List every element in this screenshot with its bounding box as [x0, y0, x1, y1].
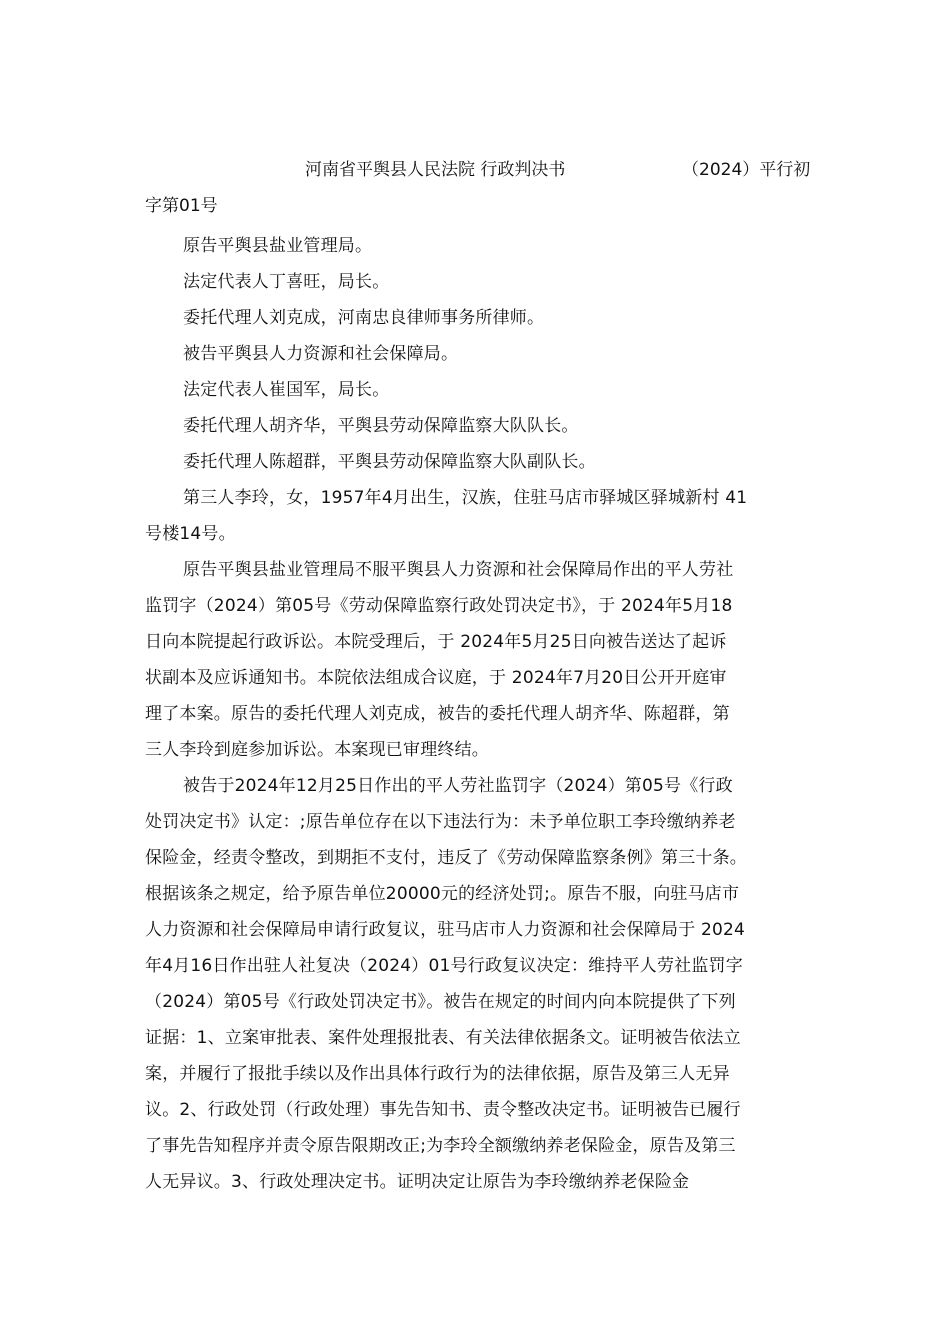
case-number: （2024）平行初	[682, 160, 811, 180]
paragraph-line: 理了本案。原告的委托代理人刘克成，被告的委托代理人胡齐华、陈超群，第	[145, 704, 730, 724]
paragraph-line: 证据：1、立案审批表、案件处理报批表、有关法律依据条文。证明被告依法立	[145, 1028, 741, 1048]
party-line: 原告平舆县盐业管理局。	[183, 236, 373, 256]
paragraph-line: 第三人李玲，女，1957年4月出生，汉族，住驻马店市驿城区驿城新村 41	[183, 488, 748, 508]
paragraph-line: 原告平舆县盐业管理局不服平舆县人力资源和社会保障局作出的平人劳社	[183, 560, 734, 580]
party-line: 委托代理人胡齐华，平舆县劳动保障监察大队队长。	[183, 416, 579, 436]
paragraph-line: 号楼14号。	[145, 524, 236, 544]
paragraph-line: 三人李玲到庭参加诉讼。本案现已审理终结。	[145, 740, 489, 760]
defendant-evidence-paragraph	[145, 768, 815, 1200]
paragraph-line: （2024）第05号《行政处罚决定书》。被告在规定的时间内向本院提供了下列	[145, 992, 736, 1012]
title-line	[145, 150, 815, 190]
paragraph-line: 人无异议。3、行政处理决定书。证明决定让原告为李玲缴纳养老保险金	[145, 1172, 690, 1192]
document-content	[145, 150, 815, 1200]
paragraph-line: 处罚决定书》认定：;原告单位存在以下违法行为：未予单位职工李玲缴纳养老	[145, 812, 736, 832]
party-line: 法定代表人崔国军，局长。	[183, 380, 390, 400]
paragraph-line: 被告于2024年12月25日作出的平人劳社监罚字（2024）第05号《行政	[183, 776, 733, 796]
paragraph-line: 了事先告知程序并责令原告限期改正;为李玲全额缴纳养老保险金，原告及第三	[145, 1136, 736, 1156]
procedure-paragraph	[145, 552, 815, 768]
case-number-continued: 字第01号	[145, 196, 218, 216]
third-party-paragraph	[145, 480, 815, 552]
paragraph-line: 年4月16日作出驻人社复决（2024）01号行政复议决定：维持平人劳社监罚字	[145, 956, 743, 976]
paragraph-line: 保险金，经责令整改，到期拒不支付，违反了《劳动保障监察条例》第三十条。	[145, 848, 747, 868]
paragraph-line: 日向本院提起行政诉讼。本院受理后，于 2024年5月25日向被告送达了起诉	[145, 632, 727, 652]
party-line: 被告平舆县人力资源和社会保障局。	[183, 344, 459, 364]
paragraph-line: 议。2、行政处罚（行政处理）事先告知书、责令整改决定书。证明被告已履行	[145, 1100, 741, 1120]
paragraph-line: 根据该条之规定，给予原告单位20000元的经济处罚;。原告不服，向驻马店市	[145, 884, 740, 904]
party-line: 委托代理人陈超群，平舆县劳动保障监察大队副队长。	[183, 452, 596, 472]
parties-list	[145, 228, 815, 480]
paragraph-line: 监罚字（2024）第05号《劳动保障监察行政处罚决定书》，于 2024年5月18	[145, 596, 733, 616]
document-title: 河南省平舆县人民法院 行政判决书	[305, 160, 566, 180]
paragraph-line: 人力资源和社会保障局申请行政复议，驻马店市人力资源和社会保障局于 2024	[145, 920, 746, 940]
paragraph-line: 案，并履行了报批手续以及作出具体行政行为的法律依据，原告及第三人无异	[145, 1064, 730, 1084]
party-line: 法定代表人丁喜旺，局长。	[183, 272, 390, 292]
party-line: 委托代理人刘克成，河南忠良律师事务所律师。	[183, 308, 545, 328]
paragraph-line: 状副本及应诉通知书。本院依法组成合议庭，于 2024年7月20日公开开庭审	[145, 668, 727, 688]
